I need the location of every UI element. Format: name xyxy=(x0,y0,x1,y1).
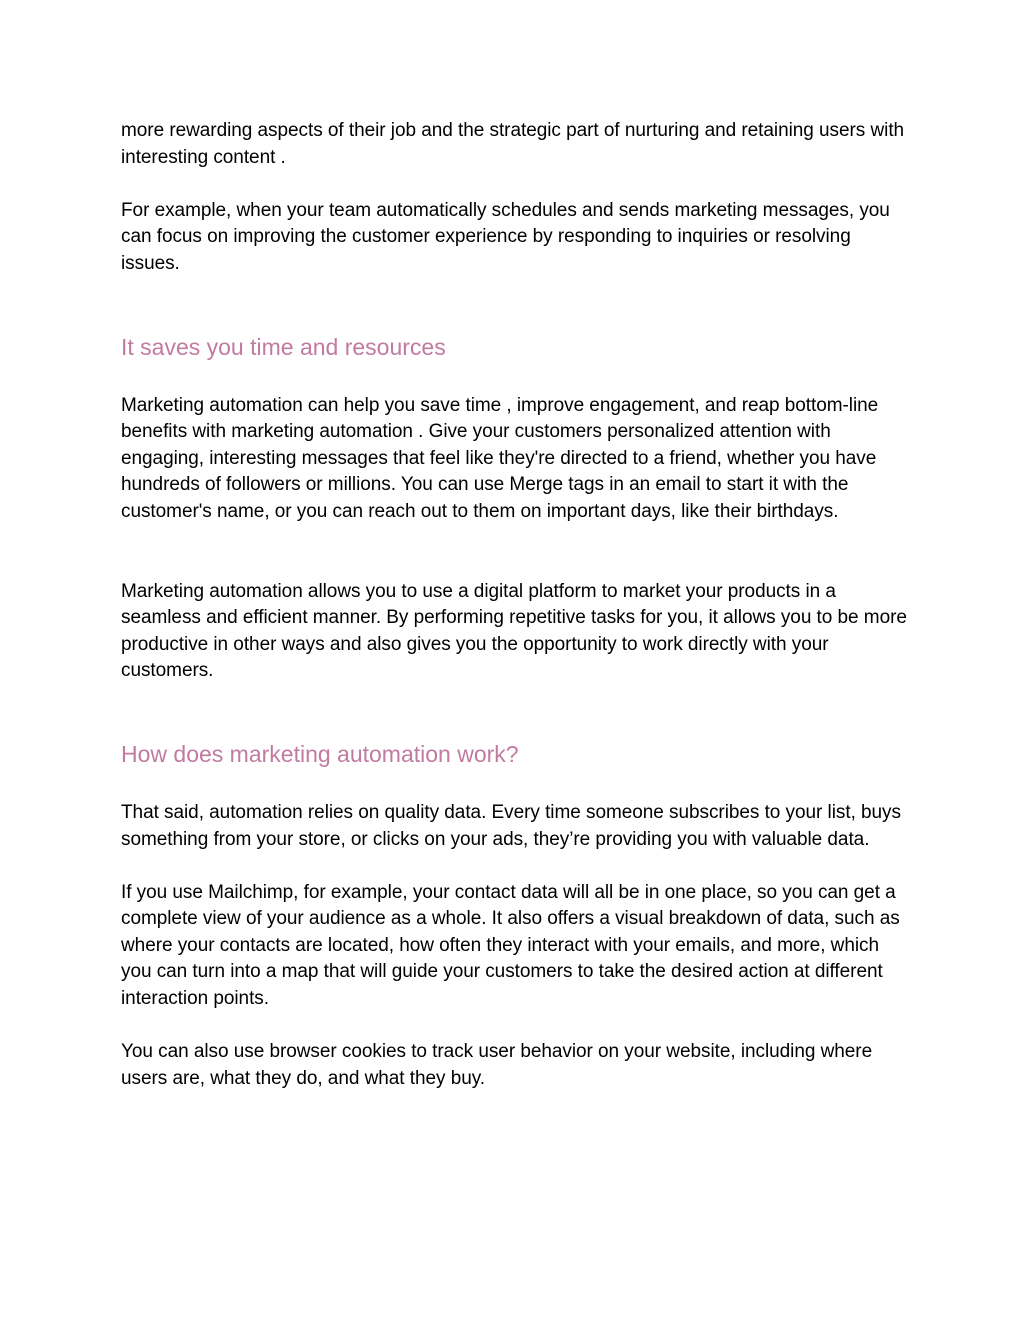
body-paragraph: That said, automation relies on quality data. Every time someone subscribes to your list, buys something from your store, or clicks on your ads, they’re providing you with valuable data. xyxy=(121,801,901,850)
body-paragraph: You can also use browser cookies to track user behavior on your website, including where users are, what they do, and what they buy. xyxy=(121,1041,873,1089)
section-heading: How does marketing automation work? xyxy=(121,740,519,767)
document-page xyxy=(121,118,911,1092)
body-paragraph: If you use Mailchimp, for example, your contact data will all be in one place, so you can get a complete view of your audience as a whole. It also offers a visual breakdown of data, such as where your contacts are located, how often they interact with your emails, and more, which you can turn into a map that will guide your customers to take the desired action at different interaction points. xyxy=(121,881,900,1010)
body-paragraph: more rewarding aspects of their job and the strategic part of nurturing and retaining users with interesting content . xyxy=(121,120,905,168)
section-heading: It saves you time and resources xyxy=(121,333,446,360)
body-paragraph: For example, when your team automatically schedules and sends marketing messages, you can focus on improving the customer experience by responding to inquiries or resolving issues. xyxy=(121,199,890,274)
body-paragraph: Marketing automation can help you save time , improve engagement, and reap bottom-line benefits with marketing automation . Give your customers personalized attention with engaging, interesting messages that feel like they're directed to a friend, whether you have hundreds of followers or millions. You can use Merge tags in an email to start it with the customer's name, or you can reach out to them on important days, like their birthdays. xyxy=(121,394,879,522)
body-paragraph: Marketing automation allows you to use a digital platform to market your products in a seamless and efficient manner. By performing repetitive tasks for you, it allows you to be more productive in other ways and also gives you the opportunity to work directly with your customers. xyxy=(121,580,907,682)
